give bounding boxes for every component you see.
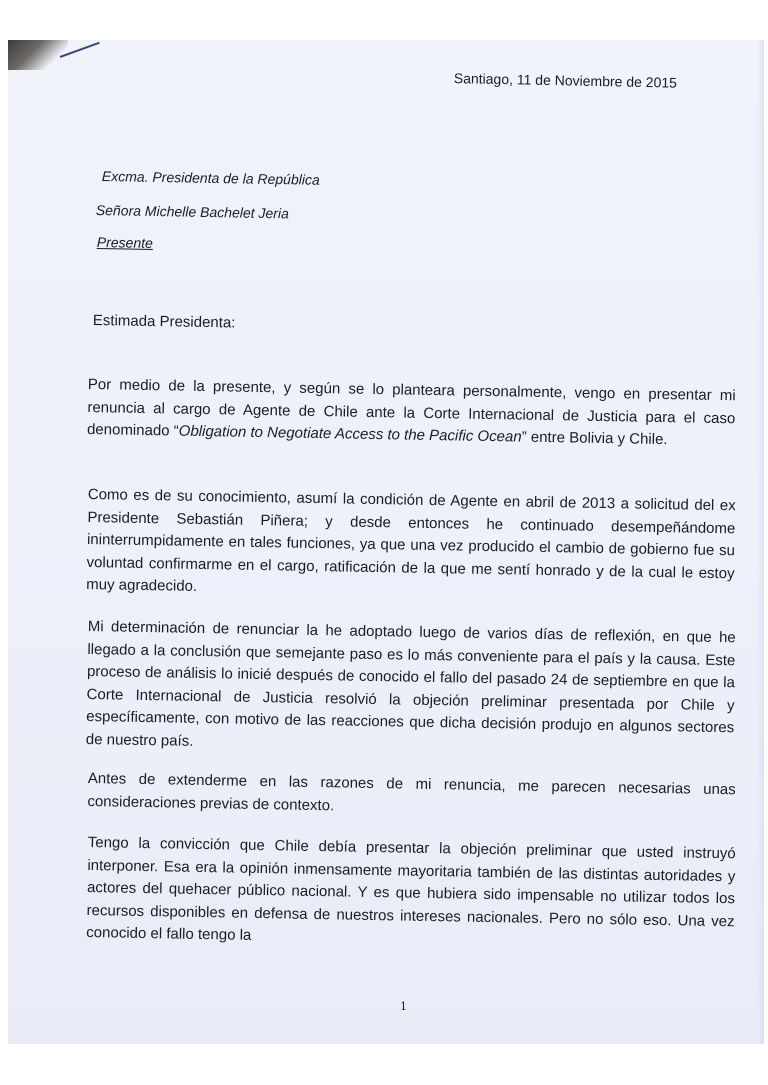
paragraph-2: Como es de su conocimiento, asumí la condición de Agente en abril de 2013 a solicitud del ex Presidente Sebastián Piñera; y desde entonces he continuado desempeñándome ininterrumpidamente en tales funciones, ya que una vez producido el cambio de gobierno fue su voluntad confirmarme en el cargo, ratificación de la que me sentí honrado y de la cual le estoy muy agradecido.	[86, 485, 736, 595]
paragraph-5: Tengo la convicción que Chile debía presentar la objeción preliminar que usted instruyó interponer. Esa era la opinión inmensamente mayoritaria también de las distintas autoridades y actores del quehacer público nacional. Y es que hubiera sido impensable no utilizar todos los recursos disponibles en defensa de nuestros intereses nacionales. Pero no sólo eso. Una vez conocido el fallo tengo la	[86, 833, 736, 944]
greeting: Estimada Presidenta:	[92, 312, 236, 332]
paragraph-1	[87, 374, 736, 453]
paragraph-3: Mi determinación de renunciar la he adoptado luego de varios días de reflexión, en que he llegado a la conclusión que semejante paso es lo más conveniente para el país y la causa. Este proceso de análisis lo inicié después de conocido el fallo del pasado 24 de septiembre en que la Corte Internacional de Justicia resolvió la objeción preliminar presentada por Chile y específicamente, con motivo de las reacciones que dicha decisión produjo en algunos sectores de nuestro país.	[85, 617, 736, 750]
case-name: Obligation to Negotiate Access to the Pacific Ocean	[178, 422, 522, 446]
addressee-presente: Presente	[96, 234, 154, 251]
page-number: 1	[400, 1000, 407, 1013]
addressee-name: Señora Michelle Bachelet Jeria	[95, 202, 289, 222]
letter-photo	[8, 40, 764, 1044]
letter-page	[8, 40, 764, 1044]
paragraph-4: Antes de extenderme en las razones de mi renuncia, me parecen necesarias unas consideraciones previas de contexto.	[87, 769, 736, 814]
paragraph-1-text-b: ” entre Bolivia y Chile.	[521, 428, 668, 449]
letter-date: Santiago, 11 de Noviembre de 2015	[453, 70, 678, 91]
paragraph-1-text-a: Por medio de la presente, y según se lo planteara personalmente, vengo en presentar mi renuncia al cargo de Agente de Chile ante la Corte Internacional de Justicia para el caso denominado “	[86, 375, 736, 440]
addressee-title: Excma. Presidenta de la República	[101, 168, 320, 188]
page-edge	[758, 40, 764, 1044]
